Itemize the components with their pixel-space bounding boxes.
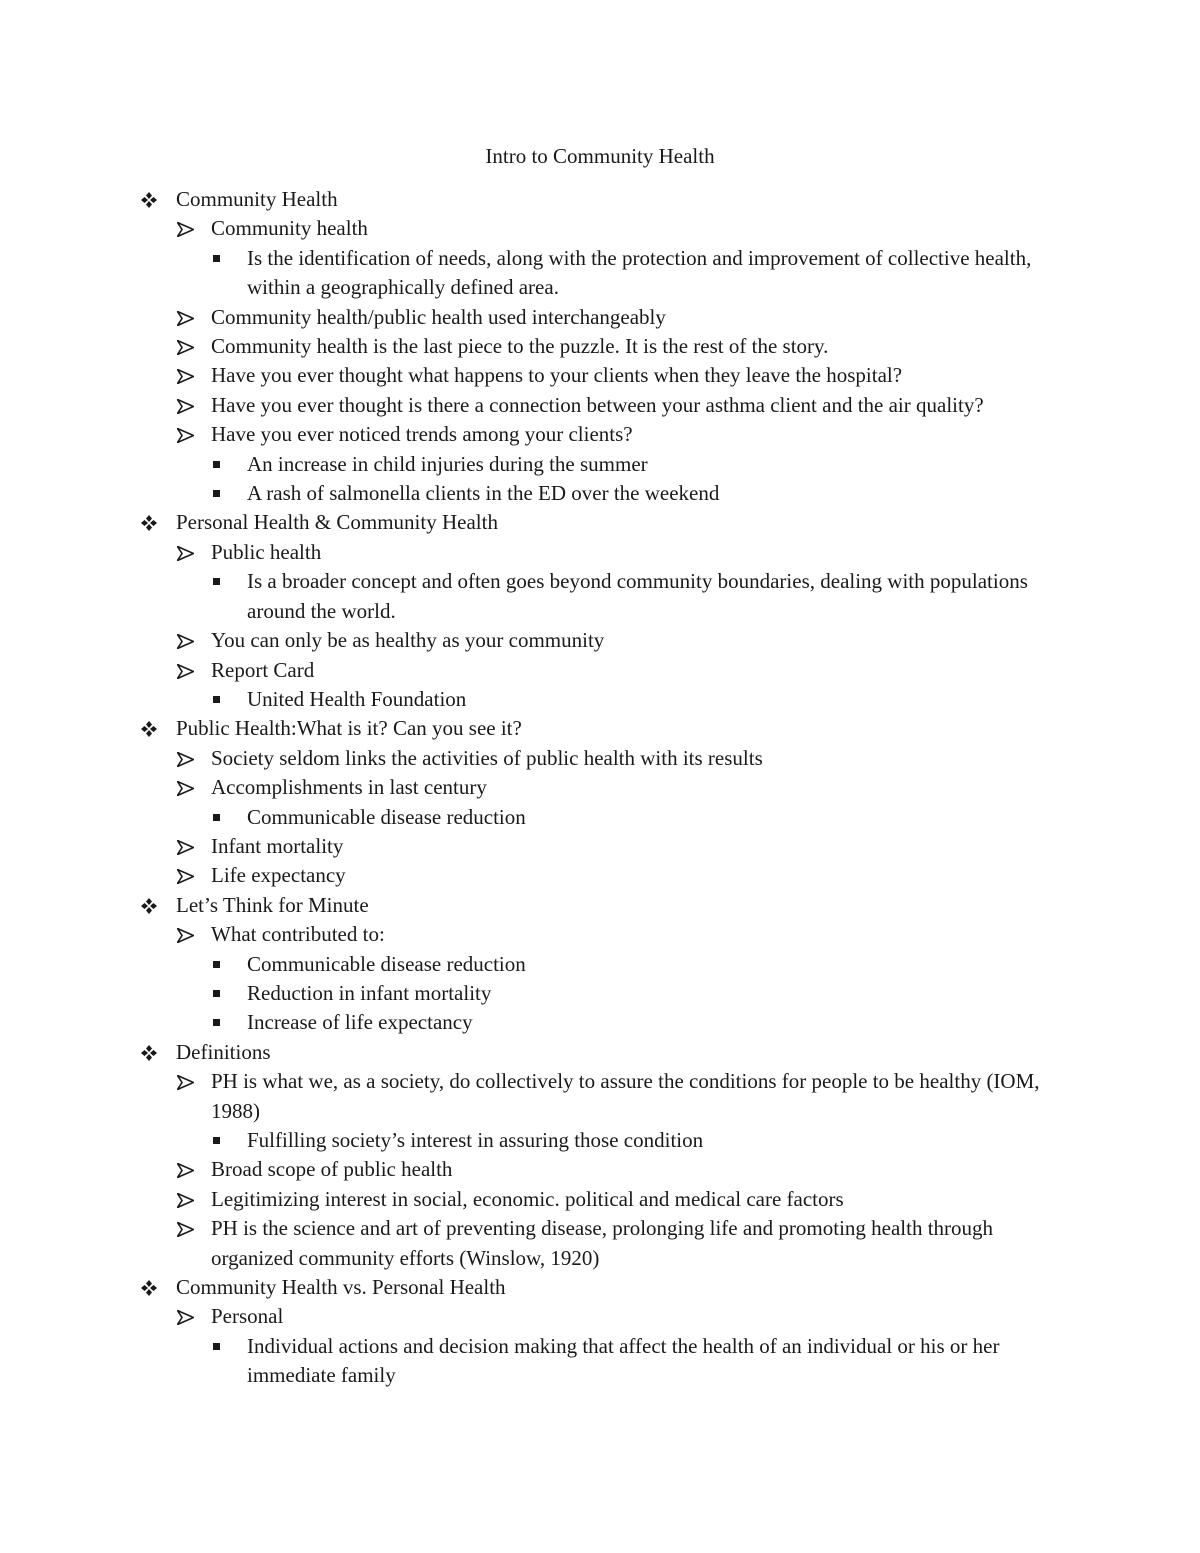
outline-item-level-2 [0, 332, 1200, 361]
outline-item-level-2 [0, 361, 1200, 390]
arrowhead-bullet-icon [177, 399, 194, 414]
arrowhead-bullet-icon [177, 311, 194, 326]
outline-item-text: Community health/public health used interchangeably [211, 304, 666, 329]
arrowhead-bullet-icon [177, 781, 194, 796]
outline-item-text: Have you ever thought what happens to your clients when they leave the hospital? [211, 363, 903, 388]
diamond-bullet-icon [141, 721, 157, 737]
outline-item-text: Is a broader concept and often goes beyond community boundaries, dealing with populations around the world. [247, 569, 1028, 623]
diamond-bullet-icon [141, 1045, 157, 1061]
outline-item-level-2 [0, 861, 1200, 890]
outline-item-text: Infant mortality [211, 833, 344, 858]
outline-item-text: Life expectancy [211, 863, 346, 888]
outline-item-text: Is the identification of needs, along with the protection and improvement of collective health, within a geographically defined area. [247, 245, 1032, 300]
arrowhead-bullet-icon [177, 664, 194, 679]
outline-item-text: Accomplishments in last century [211, 775, 487, 800]
outline-item-text: Personal [211, 1304, 284, 1329]
outline-item-text: Public health [211, 539, 322, 564]
outline-item-text: Communicable disease reduction [247, 804, 526, 829]
arrowhead-bullet-icon [177, 1163, 194, 1178]
outline-item-text: Communicable disease reduction [247, 951, 526, 976]
arrowhead-bullet-icon [177, 634, 194, 649]
arrowhead-bullet-icon [177, 1075, 194, 1090]
arrowhead-bullet-icon [177, 428, 194, 443]
square-bullet-icon [213, 1343, 220, 1350]
page-title: Intro to Community Health [485, 144, 715, 168]
outline-item-level-2 [0, 303, 1200, 332]
arrowhead-bullet-icon [177, 869, 194, 884]
outline-item-level-3 [0, 979, 1200, 1008]
outline-item-level-3 [0, 450, 1200, 479]
outline-item-text: Public Health:What is it? Can you see it? [176, 716, 522, 741]
outline-item-text: Definitions [176, 1039, 271, 1064]
arrowhead-bullet-icon [177, 1222, 194, 1237]
outline-item-level-2 [0, 832, 1200, 861]
outline-item-text: Increase of life expectancy [247, 1010, 473, 1035]
outline-item-level-1 [0, 1273, 1200, 1302]
square-bullet-icon [213, 961, 220, 968]
arrowhead-bullet-icon [177, 840, 194, 855]
square-bullet-icon [213, 255, 220, 262]
outline-item-level-3 [0, 244, 1200, 303]
outline-item-level-3 [0, 1126, 1200, 1155]
outline-item-text: PH is the science and art of preventing disease, prolonging life and promoting health through organized community efforts (Winslow, 1920) [211, 1216, 994, 1270]
outline-item-level-2 [0, 1067, 1200, 1126]
outline-item-text: Fulfilling society’s interest in assuring those condition [247, 1128, 704, 1152]
outline-item-text: What contributed to: [211, 922, 385, 947]
outline-item-level-2 [0, 538, 1200, 567]
diamond-bullet-icon [141, 1280, 157, 1296]
arrowhead-bullet-icon [177, 1310, 194, 1325]
outline-item-level-3 [0, 1332, 1200, 1391]
outline-item-level-1 [0, 508, 1200, 537]
outline-item-text: Reduction in infant mortality [247, 980, 492, 1005]
outline-item-text: Have you ever noticed trends among your clients? [211, 422, 633, 447]
outline-item-text: Community Health vs. Personal Health [176, 1275, 506, 1300]
outline-item-level-2 [0, 391, 1200, 420]
square-bullet-icon [213, 1137, 220, 1144]
outline-item-text: PH is what we, as a society, do collectively to assure the conditions for people to be healthy (IOM, 1988) [211, 1069, 1040, 1123]
outline-item-text: Let’s Think for Minute [176, 892, 369, 917]
outline-item-text: Have you ever thought is there a connection between your asthma client and the air quality? [211, 392, 984, 417]
outline-item-text: Society seldom links the activities of public health with its results [211, 745, 763, 770]
outline-item-level-2 [0, 1155, 1200, 1184]
square-bullet-icon [213, 490, 220, 497]
outline-list [0, 185, 1200, 1391]
outline-item-level-3 [0, 567, 1200, 626]
outline-item-level-2 [0, 626, 1200, 655]
outline-item-text: You can only be as healthy as your community [211, 628, 605, 653]
outline-item-level-2 [0, 656, 1200, 685]
outline-item-level-2 [0, 920, 1200, 949]
outline-item-level-1 [0, 185, 1200, 214]
outline-item-level-2 [0, 214, 1200, 243]
arrowhead-bullet-icon [177, 752, 194, 767]
outline-item-text: Legitimizing interest in social, economic. political and medical care factors [211, 1186, 844, 1211]
square-bullet-icon [213, 461, 220, 468]
outline-item-level-3 [0, 685, 1200, 714]
square-bullet-icon [213, 1019, 220, 1026]
outline-item-text: Report Card [211, 657, 315, 682]
diamond-bullet-icon [141, 515, 157, 531]
arrowhead-bullet-icon [177, 222, 194, 237]
diamond-bullet-icon [141, 192, 157, 208]
outline-item-level-2 [0, 1302, 1200, 1331]
outline-item-level-2 [0, 420, 1200, 449]
outline-item-level-3 [0, 479, 1200, 508]
outline-item-level-2 [0, 744, 1200, 773]
outline-item-text: Community Health [176, 187, 338, 211]
outline-item-text: An increase in child injuries during the summer [247, 451, 648, 476]
outline-item-level-3 [0, 1008, 1200, 1037]
outline-item-level-2 [0, 1214, 1200, 1273]
outline-item-level-3 [0, 950, 1200, 979]
outline-item-level-1 [0, 891, 1200, 920]
outline-item-text: Community health [211, 216, 368, 241]
arrowhead-bullet-icon [177, 546, 194, 561]
arrowhead-bullet-icon [177, 1193, 194, 1208]
diamond-bullet-icon [141, 898, 157, 914]
outline-item-level-2 [0, 773, 1200, 802]
arrowhead-bullet-icon [177, 340, 194, 355]
arrowhead-bullet-icon [177, 369, 194, 384]
square-bullet-icon [213, 814, 220, 821]
square-bullet-icon [213, 578, 220, 585]
outline-item-text: Individual actions and decision making that affect the health of an individual or his or her immediate family [247, 1333, 1000, 1388]
square-bullet-icon [213, 696, 220, 703]
outline-item-text: Community health is the last piece to the puzzle. It is the rest of the story. [211, 334, 829, 359]
arrowhead-bullet-icon [177, 928, 194, 943]
outline-item-text: A rash of salmonella clients in the ED over the weekend [247, 481, 720, 506]
outline-item-text: United Health Foundation [247, 686, 467, 711]
outline-item-level-1 [0, 1038, 1200, 1067]
outline-item-level-2 [0, 1185, 1200, 1214]
square-bullet-icon [213, 990, 220, 997]
outline-item-text: Broad scope of public health [211, 1157, 453, 1182]
outline-item-level-3 [0, 803, 1200, 832]
outline-item-text: Personal Health & Community Health [176, 510, 498, 535]
outline-item-level-1 [0, 714, 1200, 743]
